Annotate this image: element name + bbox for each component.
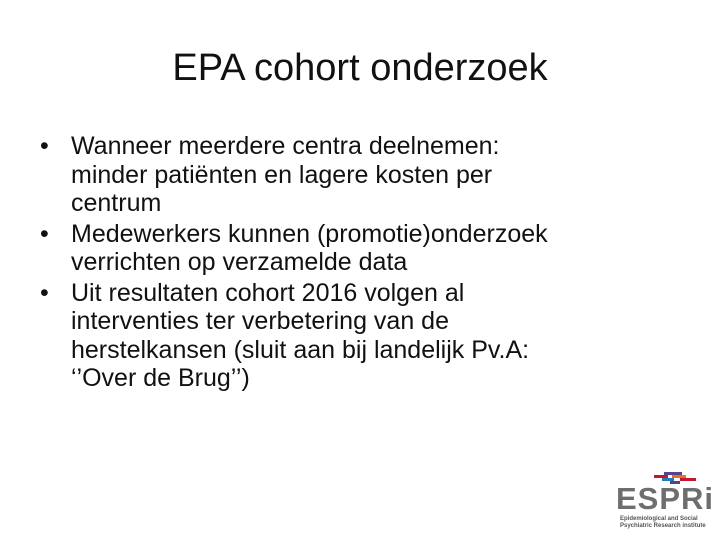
logo-wordmark: ESPRi [616,481,715,516]
bullet-line: Wanneer meerdere centra deelnemen: [71,132,500,160]
bullet-line: Uit resultaten cohort 2016 volgen al [71,278,465,307]
bullet-list [40,132,680,395]
slide-title: EPA cohort onderzoek [172,47,548,89]
bullet-marker: • [40,219,49,248]
bullet-line: minder patiënten en lagere kosten per [71,160,493,189]
bullet-marker: • [40,278,49,307]
espri-logo [614,472,714,538]
bullet-marker: • [40,132,49,160]
bullet-line: interventies ter verbetering van de [71,307,449,335]
bullet-line: ‘’Over de Brug’’) [71,364,250,392]
logo-subtitle: Epidemiological and Social Psychiatric Research institute [620,516,706,529]
bullet-item [40,279,680,393]
bullet-item [40,220,680,277]
bullet-line: herstelkansen (sluit aan bij landelijk Pv.A: [71,335,530,364]
bullet-line: centrum [71,189,162,217]
bullet-item [40,132,680,218]
bullet-line: verrichten op verzamelde data [71,248,408,276]
bullet-line: Medewerkers kunnen (promotie)onderzoek [71,219,548,248]
